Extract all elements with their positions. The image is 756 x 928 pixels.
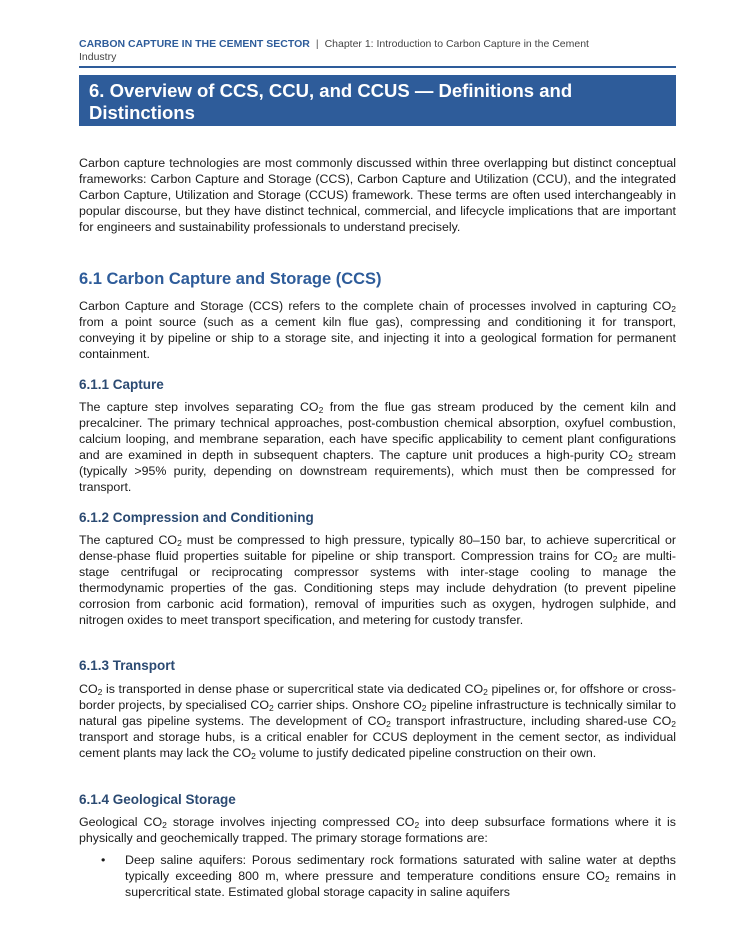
running-header-chapter-cont: Industry <box>79 51 117 63</box>
section-6-1-2-heading: 6.1.2 Compression and Conditioning <box>79 510 314 525</box>
bullet-marker: • <box>101 853 106 867</box>
section-6-1-3-paragraph-block <box>79 681 676 761</box>
section-6-1-4-heading-block <box>79 791 676 808</box>
page-title-line2: Distinctions <box>89 102 195 123</box>
section-6-1-2-paragraph-block <box>79 532 676 629</box>
running-header-chapter: Chapter 1: Introduction to Carbon Capture in the Cement <box>324 38 589 50</box>
intro-paragraph: Carbon capture technologies are most commonly discussed within three overlapping but distinct conceptual frameworks: Carbon Capture and Storage (CCS), Carbon Capture and Utilization (CCU), and the integrated Carbon Capture, Utilization and Storage (CCUS) framework. These terms are often used interchangeably in popular discourse, but they have distinct technical, commercial, and lifecycle implications that are important for engineers and sustainability professionals to understand precisely. <box>79 156 676 235</box>
section-6-1-paragraph: Carbon Capture and Storage (CCS) refers to the complete chain of processes involved in capturing $CO_2$ from a point source (such as a cement kiln flue gas), compressing and conditioning it for transport, conveying it by pipeline or ship to a storage site, and injecting it into a geological formation for permanent containment. <box>79 299 676 362</box>
page-title <box>79 75 676 124</box>
list-item-text: Deep saline aquifers: Porous sedimentary rock formations saturated with saline water at depths typically exceeding 800 m, where pressure and temperature conditions ensure $CO_2$ remains in supercritical state. Estimated global storage capacity in saline aquifers <box>125 853 676 900</box>
page-title-line1: 6. Overview of CCS, CCU, and CCUS — Definitions and <box>89 80 573 101</box>
section-6-1-1-paragraph: The capture step involves separating $CO_2$ from the flue gas stream produced by the cement kiln and precalciner. The primary technical approaches, post-combustion chemical absorption, oxyfuel combustion, calcium looping, and membrane separation, each have specific applicability to cement plant configurations and are examined in depth in subsequent chapters. The capture unit produces a high-purity $CO_2$ stream (typically >95% purity, depending on downstream requirements), which must then be compressed for transport. <box>79 400 676 495</box>
section-6-1-heading: 6.1 Carbon Capture and Storage (CCS) <box>79 270 382 288</box>
section-6-1-3-heading: 6.1.3 Transport <box>79 658 176 673</box>
title-banner <box>79 75 676 126</box>
section-6-1-1-heading: 6.1.1 Capture <box>79 377 164 392</box>
section-6-1-1-paragraph-block <box>79 399 676 496</box>
section-6-1-4-paragraph-block <box>79 814 676 846</box>
running-header-separator: | <box>315 38 319 50</box>
section-6-1-3-heading-block <box>79 657 676 674</box>
section-6-1-4-heading: 6.1.4 Geological Storage <box>79 792 236 807</box>
intro-paragraph-block <box>79 155 676 235</box>
section-6-1-1-heading-block <box>79 376 676 393</box>
section-6-1-2-heading-block <box>79 509 676 526</box>
section-6-1-4-paragraph: Geological $CO_2$ storage involves injecting compressed $CO_2$ into deep subsurface formations where it is physically and geochemically trapped. The primary storage formations are: <box>79 815 676 846</box>
section-6-1-paragraph-block <box>79 298 676 362</box>
section-6-1-heading-block <box>79 269 676 289</box>
section-6-1-2-paragraph: The captured $CO_2$ must be compressed to high pressure, typically 80–150 bar, to achieve supercritical or dense-phase fluid properties suitable for pipeline or ship transport. Compression trains for $CO_2$ are multi-stage centrifugal or reciprocating compressor systems with inter-stage cooling to manage the thermodynamic properties of the gas. Conditioning steps may include dehydration (to prevent pipeline corrosion from carbonic acid formation), removal of impurities such as oxygen, hydrogen sulphide, and nitrogen oxides to meet transport specification, and metering for custody transfer. <box>79 533 677 628</box>
running-header <box>79 38 676 64</box>
list-item <box>79 852 676 900</box>
running-header-brand: CARBON CAPTURE IN THE CEMENT SECTOR <box>79 38 310 50</box>
header-rule <box>79 66 676 68</box>
section-6-1-3-paragraph: $CO_2$ is transported in dense phase or supercritical state via dedicated $CO_2$ pipelines or, for offshore or cross-border projects, by specialised $CO_2$ carrier ships. Onshore $CO_2$ pipeline infrastructure is technically similar to natural gas pipeline systems. The development of $CO_2$ transport infrastructure, including shared-use $CO_2$ transport and storage hubs, is a critical enabler for CCUS deployment in the cement sector, as individual cement plants may lack the $CO_2$ volume to justify dedicated pipeline construction on their own. <box>79 682 676 762</box>
